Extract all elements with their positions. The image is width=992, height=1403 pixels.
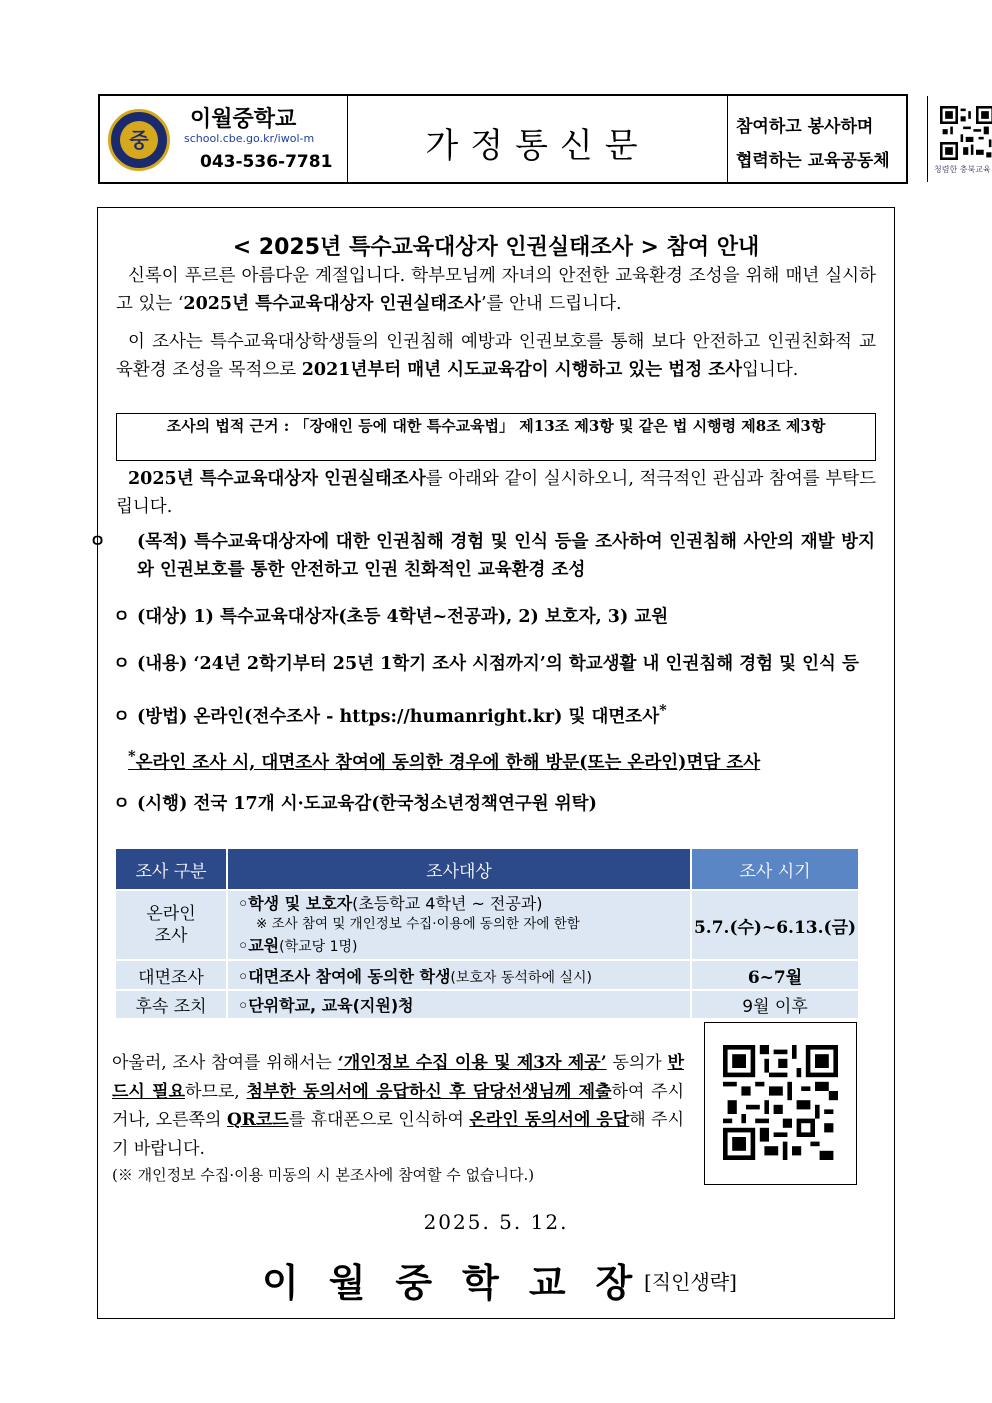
school-phone: 043-536-7781 (200, 152, 333, 172)
consent-text-4: 반드시 필요 (112, 1053, 684, 1102)
intro1-text-bold: 2025년 특수교육대상자 인권실태조사 (183, 294, 481, 314)
method-footnote-mark: * (659, 702, 667, 719)
header-survey-target: 조사대상 (228, 849, 690, 889)
note-mark: * (128, 748, 136, 765)
intro3-text-bold: 2025년 특수교육대상자 인권실태조사 (128, 469, 426, 489)
survey-schedule-table (114, 847, 860, 1020)
followup-target-text: ◦단위학교, 교육(지원)청 (238, 996, 414, 1015)
consent-qr-box[interactable] (704, 1022, 857, 1185)
intro2-text-a: 이 조사는 특수교육대상학생들의 인권침해 예방과 인권보호를 통해 보다 안전하고 인권친화적 교육환경 조성을 목적으로 (116, 332, 876, 380)
online-target-note: ※ 조사 참여 및 개인정보 수집·이용에 동의한 자에 한함 (256, 915, 580, 932)
table-header-row (116, 849, 858, 889)
item-content (113, 650, 859, 678)
method-note-text: 온라인 조사 시, 대면조사 참여에 동의한 경우에 한해 방문(또는 온라인)면담 조사 (135, 752, 761, 773)
consent-text-9: 를 휴대폰으로 인식하여 (288, 1110, 470, 1130)
consent-text-11: 해 주시기 바랍니다. (112, 1110, 685, 1159)
intro-paragraph-3 (116, 465, 876, 521)
principal-signature: 이월중학교장 (262, 1261, 663, 1305)
newsletter-title-cell (348, 96, 728, 182)
intro1-text-a: 신록이 푸르른 아름다운 계절입니다. 학부모님께 자녀의 안전한 교육환경 조성을 위해 매년 실시하고 있는 ‘ (116, 266, 876, 314)
header-survey-type: 조사 구분 (116, 849, 226, 889)
row-online-target (228, 891, 690, 959)
faceto-target-rest: (보호자 동석하에 실시) (450, 969, 592, 986)
consent-text-10: 온라인 동의서에 응답 (469, 1110, 630, 1130)
seal-omitted-note: [직인생략] (644, 1270, 737, 1294)
motto-line-2: 협력하는 교육공동체 (736, 151, 890, 171)
legal-basis-text: 조사의 법적 근거 : 「장애인 등에 대한 특수교육법」 제13조 제3항 및 같은 법 시행령 제8조 제3항 (166, 417, 826, 435)
intro-paragraph-2 (116, 328, 876, 384)
bullet-symbol: ㅇ (89, 532, 106, 552)
row-followup-type: 후속 조치 (116, 991, 226, 1018)
row-online-type: 온라인 조사 (116, 891, 226, 959)
bullet-symbol: ㅇ (113, 607, 130, 627)
faceto-target-bold: ◦대면조사 참여에 동의한 학생 (238, 966, 451, 986)
consent-text-1: 아울러, 조사 참여를 위해서는 (112, 1053, 338, 1073)
method-note (128, 743, 760, 777)
row-followup-period: 9월 이후 (692, 991, 858, 1018)
consent-warning: (※ 개인정보 수집·이용 미동의 시 본조사에 참여할 수 없습니다.) (112, 1166, 535, 1184)
item-conduct-text: (시행) 전국 17개 시·도교육감(한국청소년정책연구원 위탁) (137, 794, 597, 814)
row-followup-target (228, 991, 690, 1018)
online-target-2-rest: (학교당 1명) (279, 938, 358, 955)
intro1-text-c: ’를 안내 드립니다. (480, 294, 622, 314)
item-target-text: (대상) 1) 특수교육대상자(초등 4학년~전공과), 2) 보호자, 3) 교원 (137, 607, 669, 627)
row-faceto-type: 대면조사 (116, 961, 226, 989)
bullet-symbol: ㅇ (113, 706, 130, 727)
school-name: 이월중학교 (190, 107, 297, 132)
bullet-symbol: ㅇ (113, 794, 130, 814)
motto-cell (728, 96, 928, 182)
item-target (113, 603, 668, 631)
newsletter-title: 가정통신문 (425, 126, 650, 166)
item-method-text: (방법) 온라인(전수조사 - https://humanright.kr) 및 대면조사 (137, 706, 660, 727)
consent-text-2: ‘개인정보 수집 이용 및 제3자 제공’ (337, 1053, 607, 1073)
row-faceto-period: 6~7월 (692, 961, 858, 989)
item-purpose-text: (목적) 특수교육대상자에 대한 인권침해 경험 및 인식 등을 조사하여 인권침해 사안의 재발 방지와 인권보호를 통한 안전하고 인권 친화적인 교육환경 조성 (137, 532, 875, 580)
school-url[interactable]: school.cbe.go.kr/iwol-m (184, 132, 315, 145)
online-target-1-rest: (초등학교 4학년 ~ 전공과) (352, 893, 543, 913)
table-row (116, 991, 858, 1018)
row-online-period: 5.7.(수)~6.13.(금) (692, 891, 858, 959)
intro2-text-c: 입니다. (742, 360, 799, 380)
header-survey-period: 조사 시기 (692, 849, 858, 889)
consent-text-3: 동의가 (606, 1053, 668, 1073)
intro-paragraph-1 (116, 262, 876, 318)
item-purpose (89, 528, 875, 584)
item-method (113, 697, 667, 731)
consent-text-8: QR코드 (226, 1110, 289, 1130)
newsletter-header (98, 94, 991, 184)
emblem-text: 중 (120, 121, 158, 159)
legal-basis-box (116, 413, 876, 461)
table-row (116, 891, 858, 959)
consent-text-6: 첨부한 동의서에 응답하신 후 담당선생님께 제출 (246, 1081, 612, 1102)
document-title: < 2025년 특수교육대상자 인권실태조사 > 참여 안내 (232, 235, 760, 260)
header-qr-cell (928, 96, 992, 182)
consent-text-7: 하여 주시거나, 오른쪽의 (112, 1081, 685, 1130)
item-conduct (113, 790, 597, 818)
consent-qr-code-icon[interactable] (723, 1045, 838, 1160)
online-target-2-bold: ◦교원 (238, 935, 280, 955)
online-target-1-bold: ◦학생 및 보호자 (238, 893, 353, 913)
motto-line-1: 참여하고 봉사하며 (736, 117, 874, 137)
header-qr-code-icon[interactable] (940, 106, 992, 160)
school-emblem-icon (108, 109, 170, 171)
school-info-cell (100, 96, 348, 182)
bullet-symbol: ㅇ (113, 654, 130, 674)
consent-paragraph (112, 1049, 684, 1163)
qr-caption: 청렴한 충북교육 (934, 165, 991, 174)
item-content-text: (내용) ‘24년 2학기부터 25년 1학기 조사 시점까지’의 학교생활 내 인권침해 경험 및 인식 등 (137, 654, 859, 674)
intro2-text-bold: 2021년부터 매년 시도교육감이 시행하고 있는 법정 조사 (301, 360, 743, 380)
consent-text-5: 하므로, (185, 1081, 247, 1102)
row-faceto-target (228, 961, 690, 989)
intro3-text-b: 를 아래와 같이 실시하오니, 적극적인 관심과 참여를 부탁드립니다. (116, 469, 876, 517)
document-date: 2025. 5. 12. (423, 1210, 569, 1234)
table-row (116, 961, 858, 989)
